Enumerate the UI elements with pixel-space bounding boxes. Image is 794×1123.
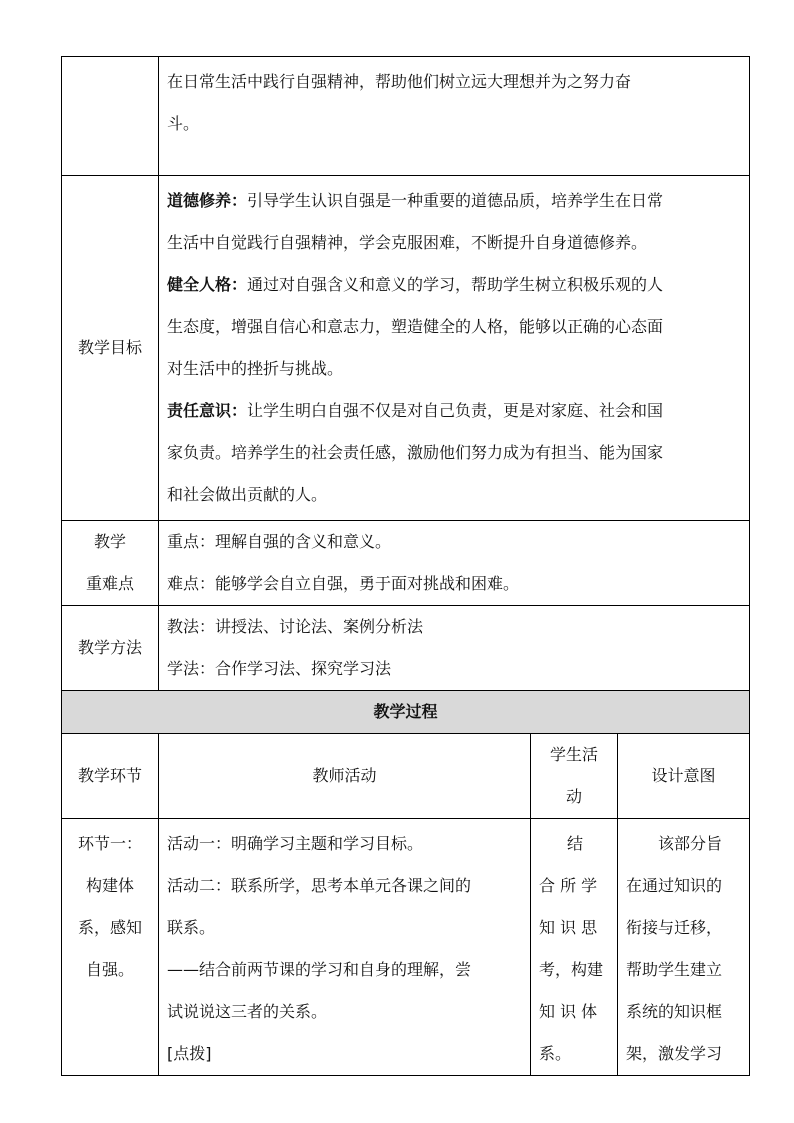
intro-line: 斗。 bbox=[167, 114, 200, 133]
design-line: 该部分旨 bbox=[658, 834, 723, 853]
goal-moral-title: 道德修养： bbox=[167, 191, 248, 210]
difficult-point: 难点：能够学会自立自强，勇于面对挑战和困难。 bbox=[167, 574, 520, 593]
keypoints-label bbox=[62, 521, 159, 606]
teacher-line: ——结合前两节课的学习和自身的理解，尝 bbox=[167, 960, 472, 979]
lesson-table bbox=[61, 56, 750, 1076]
design-line: 在通过知识的 bbox=[626, 876, 723, 895]
key-point: 重点：理解自强的含义和意义。 bbox=[167, 532, 392, 551]
teacher-line: [点拨] bbox=[167, 1044, 212, 1063]
goals-row bbox=[62, 176, 750, 521]
student-line: 考，构建 bbox=[539, 960, 604, 979]
stage-line: 环节一： bbox=[77, 834, 142, 853]
intro-label-cell bbox=[62, 57, 159, 176]
keypoints-label-line: 重难点 bbox=[85, 574, 134, 593]
student-line: 知 识 体 bbox=[539, 1002, 598, 1021]
design-line: 系统的知识框 bbox=[626, 1002, 723, 1021]
goal-responsibility-cont: 和社会做出贡献的人。 bbox=[167, 485, 328, 504]
lesson-plan-table bbox=[61, 56, 749, 1076]
teacher-line: 活动一：明确学习主题和学习目标。 bbox=[167, 834, 424, 853]
goal-personality-text: 通过对自强含义和意义的学习，帮助学生树立积极乐观的人 bbox=[247, 275, 664, 294]
process-header-row bbox=[62, 691, 750, 734]
learning-method: 学法：合作学习法、探究学习法 bbox=[167, 659, 392, 678]
process-row bbox=[62, 819, 750, 1076]
goal-personality-cont: 生态度，增强自信心和意志力，塑造健全的人格，能够以正确的心态面 bbox=[167, 317, 664, 336]
goal-moral-text: 引导学生认识自强是一种重要的道德品质，培养学生在日常 bbox=[247, 191, 664, 210]
intro-row bbox=[62, 57, 750, 176]
stage-cell bbox=[62, 819, 159, 1076]
goal-responsibility-title: 责任意识： bbox=[167, 401, 248, 420]
keypoints-label-line: 教学 bbox=[93, 532, 126, 551]
student-line: 结 bbox=[566, 834, 583, 853]
teacher-activity-cell bbox=[159, 819, 531, 1076]
goal-responsibility-text: 让学生明白自强不仅是对自己负责，更是对家庭、社会和国 bbox=[247, 401, 664, 420]
stage-line: 构建体 bbox=[85, 876, 134, 895]
student-line: 合 所 学 bbox=[539, 876, 598, 895]
col-head-student bbox=[531, 734, 618, 819]
intro-cell bbox=[159, 57, 750, 176]
keypoints-cell bbox=[159, 521, 750, 606]
goals-label: 教学目标 bbox=[62, 176, 159, 521]
goal-moral bbox=[167, 180, 743, 222]
teacher-line: 联系。 bbox=[167, 918, 216, 937]
col-head-teacher: 教师活动 bbox=[159, 734, 531, 819]
teaching-method: 教法：讲授法、讨论法、案例分析法 bbox=[167, 617, 424, 636]
col-head-design: 设计意图 bbox=[618, 734, 750, 819]
goal-responsibility-cont: 家负责。培养学生的社会责任感，激励他们努力成为有担当、能为国家 bbox=[167, 443, 664, 462]
methods-cell bbox=[159, 606, 750, 691]
process-col-header-row bbox=[62, 734, 750, 819]
intro-line: 在日常生活中践行自强精神，帮助他们树立远大理想并为之努力奋 bbox=[167, 72, 632, 91]
methods-label: 教学方法 bbox=[62, 606, 159, 691]
goal-personality-title: 健全人格： bbox=[167, 275, 248, 294]
design-line: 帮助学生建立 bbox=[626, 960, 723, 979]
goal-personality bbox=[167, 264, 743, 306]
stage-line: 系，感知 bbox=[77, 918, 142, 937]
methods-row bbox=[62, 606, 750, 691]
design-line: 衔接与迁移， bbox=[626, 918, 723, 937]
goal-moral-cont: 生活中自觉践行自强精神，学会克服困难，不断提升自身道德修养。 bbox=[167, 233, 648, 252]
stage-line: 自强。 bbox=[85, 960, 134, 979]
col-head-student-line: 学生活 bbox=[549, 745, 598, 764]
teacher-line: 活动二：联系所学，思考本单元各课之间的 bbox=[167, 876, 472, 895]
process-section-title: 教学过程 bbox=[62, 691, 750, 734]
design-intent-cell bbox=[618, 819, 750, 1076]
student-line: 知 识 思 bbox=[539, 918, 598, 937]
keypoints-row bbox=[62, 521, 750, 606]
student-activity-cell bbox=[531, 819, 618, 1076]
student-line: 系。 bbox=[539, 1044, 572, 1063]
design-line: 架，激发学习 bbox=[626, 1044, 723, 1063]
col-head-student-line: 动 bbox=[565, 787, 582, 806]
col-head-stage: 教学环节 bbox=[62, 734, 159, 819]
goals-cell bbox=[159, 176, 750, 521]
goal-personality-cont: 对生活中的挫折与挑战。 bbox=[167, 359, 344, 378]
goal-responsibility bbox=[167, 390, 743, 432]
teacher-line: 试说说这三者的关系。 bbox=[167, 1002, 328, 1021]
